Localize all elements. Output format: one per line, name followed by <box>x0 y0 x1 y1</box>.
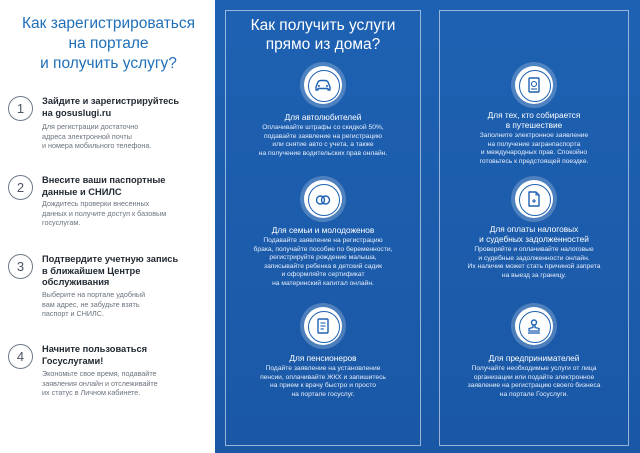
services-panel <box>215 0 640 453</box>
card-heading: Для автолюбителей <box>284 112 362 122</box>
card-heading: Для предпринимателей <box>488 353 580 363</box>
card-family <box>225 180 421 300</box>
step-description: Дождитесь проверки внесенных данных и получите доступ к базовым госуслугам. <box>42 199 167 227</box>
card-description: Получайте необходимые услуги от лица организации или подайте электронное заявление на регистрацию своего бизнеса на портале Госуслуги. <box>467 365 601 398</box>
step-description: Экономьте свое время, подавайте заявления онлайн и отслеживайте их статус в Личном кабинете. <box>42 369 158 397</box>
step-heading: Подтвердите учетную запись в ближайшем Центре обслуживания <box>42 254 179 287</box>
step-number: 2 <box>8 175 33 200</box>
pension-document-icon <box>304 307 342 345</box>
card-description: Подайте заявление на установление пенсии, оплачивайте ЖКХ и запишитесь на прием к врачу быстро и просто на портале госуслуг. <box>260 365 386 398</box>
card-travellers <box>439 66 629 176</box>
registration-title: Как зарегистрироваться на портале и получить услугу? <box>21 15 196 72</box>
rings-icon <box>304 180 342 218</box>
passport-icon <box>515 66 553 104</box>
step-heading: Внесите ваши паспортные данные и СНИЛС <box>42 175 166 197</box>
step-heading: Начните пользоваться Госуслугами! <box>42 344 148 366</box>
tax-document-icon <box>515 180 553 218</box>
card-taxes <box>439 180 629 290</box>
card-entrepreneurs <box>439 307 629 417</box>
card-heading: Для оплаты налоговых и судебных задолженностей <box>479 224 589 244</box>
card-heading: Для тех, кто собирается в путешествие <box>487 110 581 130</box>
step-description: Выберите на портале удобный вам адрес, не забудьте взять паспорт и СНИЛС. <box>42 290 146 318</box>
car-icon <box>304 66 342 104</box>
card-car-owners <box>225 66 421 166</box>
card-description: Подавайте заявление на регистрацию брака, получайте пособие по беременности, регистрируйте рождение малыша, записывайте ребенка в детский садик и оформляйте сертификат на материнский капитал онлайн. <box>253 237 393 287</box>
step-number: 1 <box>8 96 33 121</box>
card-pensioners <box>225 307 421 417</box>
services-title: Как получить услуги прямо из дома? <box>250 17 396 53</box>
registration-panel <box>0 0 215 453</box>
card-heading: Для пенсионеров <box>289 353 357 363</box>
stamp-icon <box>515 307 553 345</box>
step-heading: Зайдите и зарегистрируйтесь на gosuslugi.ru <box>42 96 180 118</box>
card-description: Заполните электронное заявление на получение загранпаспорта и международных прав. Спокойно готовьтесь к предстоящей поездке. <box>479 132 589 165</box>
step-description: Для регистрации достаточно адреса электронной почты и номера мобильного телефона. <box>42 122 152 150</box>
card-heading: Для семьи и молодоженов <box>271 225 375 235</box>
card-description: Проверяйте и оплачивайте налоговые и судебные задолженности онлайн. Их наличие может стать причиной запрета на выезд за границу. <box>467 246 601 279</box>
step-number: 4 <box>8 344 33 369</box>
step-number: 3 <box>8 254 33 279</box>
card-description: Оплачивайте штрафы со скидкой 50%, подавайте заявление на регистрацию или снятие авто с учета, а также на получение водительских прав онлайн. <box>258 124 388 157</box>
